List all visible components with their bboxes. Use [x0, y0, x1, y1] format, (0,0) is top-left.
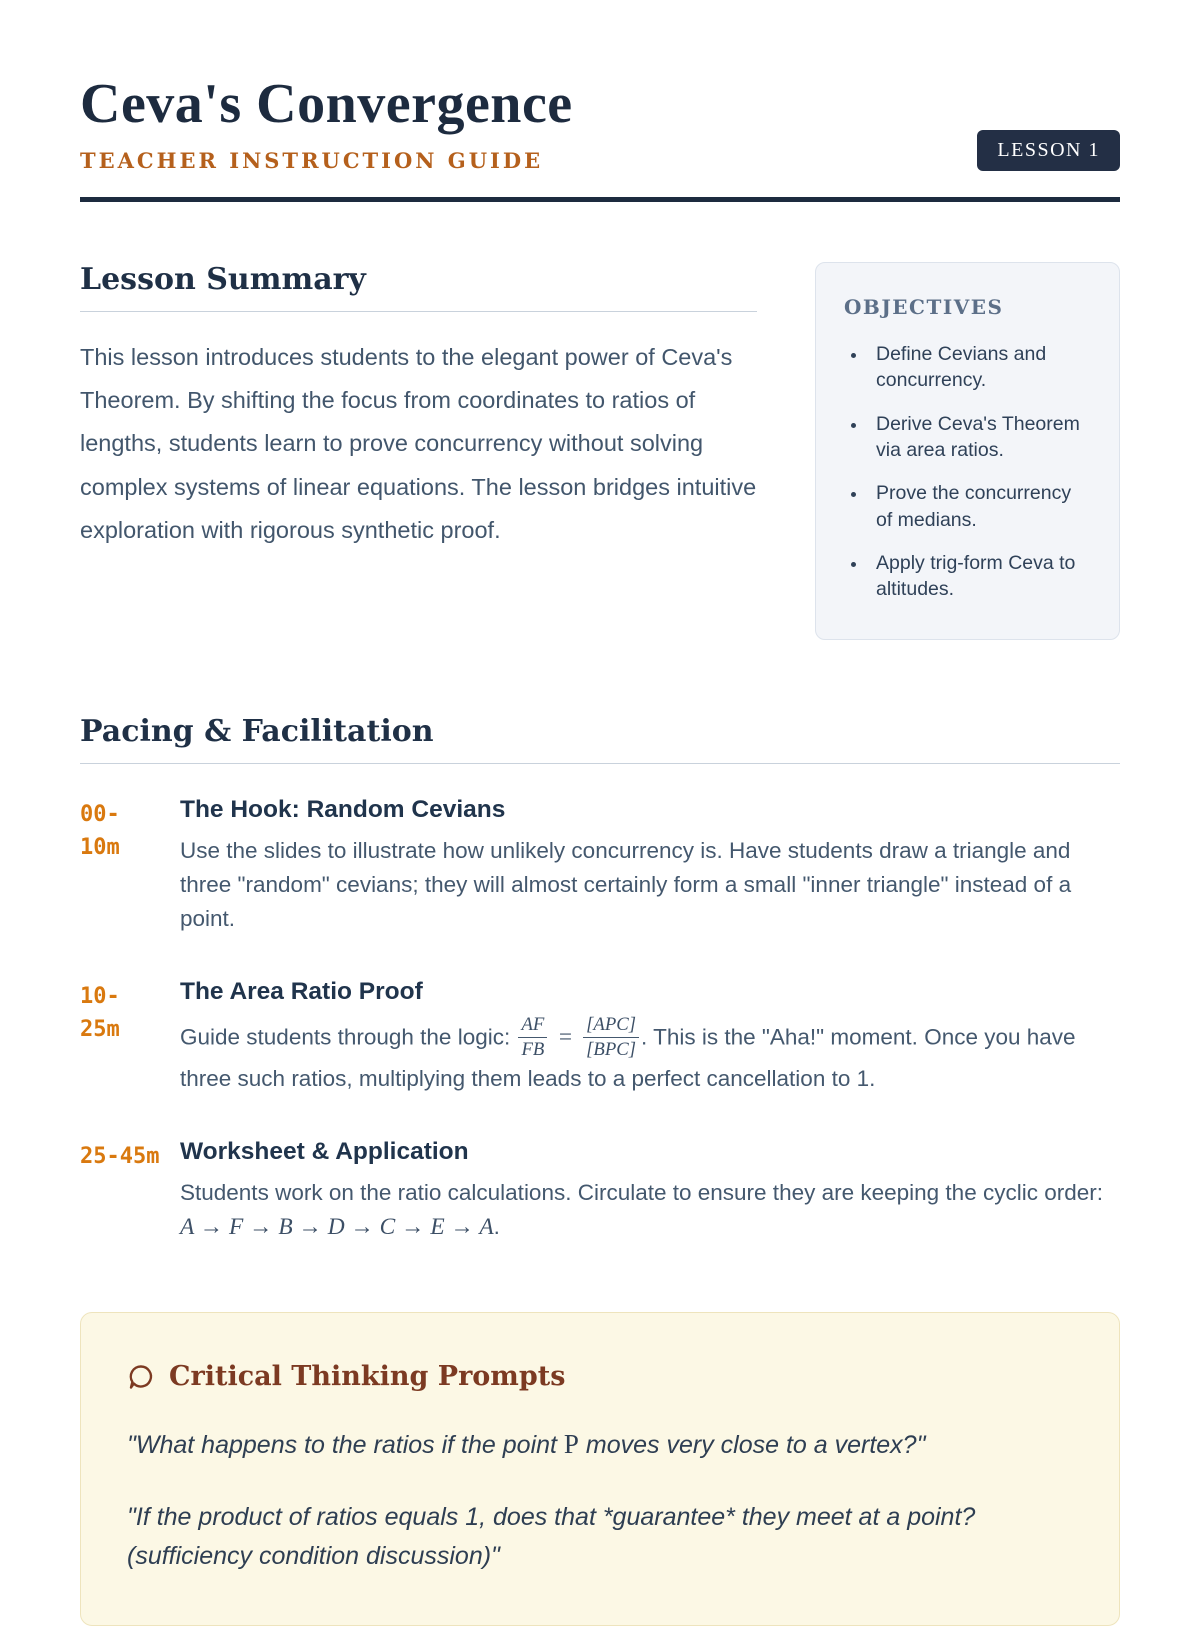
description-text: . [493, 1214, 500, 1240]
pacing-item-content [180, 796, 1120, 937]
prompts-heading: Critical Thinking Prompts [169, 1361, 566, 1393]
objective-item: • Define Cevians and concurrency. [868, 341, 1091, 394]
critical-thinking-card [80, 1312, 1120, 1626]
pacing-item-hook [80, 796, 1120, 937]
time-range-end: 25m [80, 1017, 120, 1043]
pacing-section [80, 714, 1120, 1247]
prompt-quote-2: "If the product of ratios equals 1, does that *guarantee* they meet at a point? (sufficiency condition discussion)" [127, 1502, 976, 1570]
pacing-item-description [180, 1176, 1120, 1246]
pacing-item-description: Use the slides to illustrate how unlikely concurrency is. Have students draw a triangle and three "random" cevians; they will almost certainly form a small "inner triangle" instead of a point. [180, 837, 1072, 931]
lesson-badge: LESSON 1 [977, 130, 1120, 171]
cyclic-order-sequence: A → F → B → D → C → E → A [180, 1214, 494, 1241]
quote-text: "What happens to the ratios if the point [127, 1431, 564, 1460]
prompt-quote-1 [127, 1424, 1073, 1466]
objective-item: • Apply trig-form Ceva to altitudes. [868, 550, 1091, 603]
time-range-start: 10- [80, 984, 120, 1010]
pacing-item-title: The Hook: Random Cevians [180, 795, 506, 823]
time-range-end: 10m [80, 834, 120, 860]
quote-text: moves very close to a vertex?" [578, 1431, 926, 1460]
time-range-start: 00- [80, 801, 120, 827]
time-range: 25-45m [80, 1144, 160, 1170]
header-divider [80, 197, 1120, 202]
prompts-heading-row [127, 1361, 1073, 1392]
time-label [80, 796, 180, 937]
objectives-heading: OBJECTIVES [844, 295, 1004, 319]
description-text: Students work on the ratio calculations. Circulate to ensure they are keeping the cyclic order: [180, 1180, 1103, 1206]
speech-bubble-icon [127, 1363, 155, 1391]
fraction: $\frac{\text{[APC]}}{\text{[BPC]}}$ [583, 1014, 639, 1060]
pacing-item-content [180, 978, 1120, 1096]
summary-section [80, 262, 1120, 640]
description-text: . This is the "Aha!" moment. Once you have three such ratios, multiplying them leads to a perfect cancellation to 1. [180, 1024, 1076, 1092]
objectives-list [844, 341, 1091, 603]
fraction: $\frac{AF}{FB}$ [518, 1014, 547, 1060]
time-label [80, 978, 180, 1096]
document-header [80, 73, 1120, 202]
pacing-item-content [180, 1138, 1120, 1246]
pacing-item-description [180, 1016, 1120, 1096]
pacing-heading: Pacing & Facilitation [80, 714, 1120, 764]
area-ratio-formula [516, 1014, 641, 1060]
lesson-summary-heading: Lesson Summary [80, 262, 757, 312]
pacing-items [80, 796, 1120, 1247]
pacing-item-worksheet [80, 1138, 1120, 1246]
objective-item: • Prove the concurrency of medians. [868, 480, 1091, 533]
pacing-item-area-ratio [80, 978, 1120, 1096]
lesson-summary-column [80, 262, 757, 552]
point-p-variable: P [563, 1429, 579, 1460]
time-label [80, 1138, 180, 1246]
pacing-item-title: Worksheet & Application [180, 1138, 469, 1166]
page-subtitle: TEACHER INSTRUCTION GUIDE [80, 148, 544, 173]
objective-item: • Derive Ceva's Theorem via area ratios. [868, 411, 1091, 464]
pacing-item-title: The Area Ratio Proof [180, 978, 423, 1006]
lesson-summary-paragraph: This lesson introduces students to the elegant power of Ceva's Theorem. By shifting the focus from coordinates to ratios of lengths, students learn to prove concurrency without solving complex systems of linear equations. The lesson bridges intuitive exploration with rigorous synthetic proof. [80, 344, 757, 543]
objectives-card [815, 262, 1120, 640]
equals-sign: = [557, 1024, 574, 1051]
description-text: Guide students through the logic: [180, 1024, 517, 1050]
page-title: Ceva's Convergence [80, 73, 573, 135]
title-block [80, 73, 573, 173]
